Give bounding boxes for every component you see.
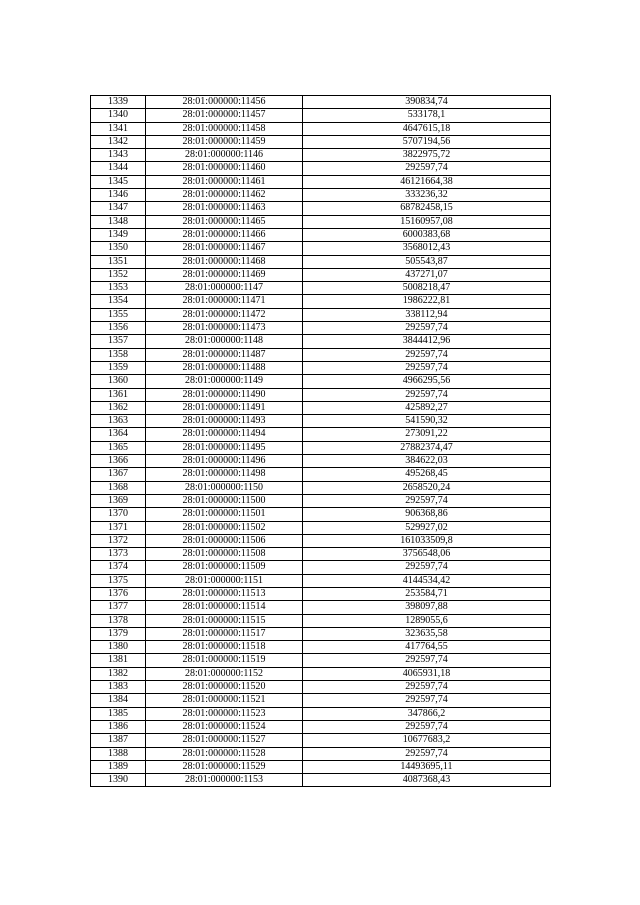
cadastral-number-cell: 28:01:000000:11458 [146,122,303,135]
value-cell: 338112,94 [303,308,551,321]
cadastral-number-cell: 28:01:000000:11462 [146,189,303,202]
value-cell: 292597,74 [303,747,551,760]
cadastral-value-table [90,95,551,787]
row-number-cell: 1342 [91,135,146,148]
row-number-cell: 1339 [91,96,146,109]
row-number-cell: 1355 [91,308,146,321]
table-row [91,760,551,773]
value-cell: 505543,87 [303,255,551,268]
row-number-cell: 1364 [91,428,146,441]
value-cell: 390834,74 [303,96,551,109]
cadastral-number-cell: 28:01:000000:1152 [146,667,303,680]
value-cell: 1289055,6 [303,614,551,627]
cadastral-number-cell: 28:01:000000:11468 [146,255,303,268]
row-number-cell: 1386 [91,720,146,733]
value-cell: 14493695,11 [303,760,551,773]
table-row [91,149,551,162]
cadastral-number-cell: 28:01:000000:11509 [146,561,303,574]
value-cell: 541590,32 [303,415,551,428]
cadastral-number-cell: 28:01:000000:11508 [146,548,303,561]
row-number-cell: 1378 [91,614,146,627]
row-number-cell: 1345 [91,175,146,188]
table-row [91,734,551,747]
value-cell: 906368,86 [303,508,551,521]
value-cell: 425892,27 [303,401,551,414]
row-number-cell: 1346 [91,189,146,202]
row-number-cell: 1377 [91,601,146,614]
row-number-cell: 1343 [91,149,146,162]
cadastral-number-cell: 28:01:000000:11519 [146,654,303,667]
value-cell: 292597,74 [303,162,551,175]
table-row [91,162,551,175]
value-cell: 323635,58 [303,627,551,640]
value-cell: 292597,74 [303,494,551,507]
table-row [91,694,551,707]
row-number-cell: 1382 [91,667,146,680]
table-row [91,122,551,135]
row-number-cell: 1353 [91,282,146,295]
value-cell: 437271,07 [303,268,551,281]
cadastral-number-cell: 28:01:000000:11500 [146,494,303,507]
row-number-cell: 1369 [91,494,146,507]
table-row [91,548,551,561]
table-row [91,720,551,733]
cadastral-number-cell: 28:01:000000:11469 [146,268,303,281]
row-number-cell: 1354 [91,295,146,308]
value-cell: 347866,2 [303,707,551,720]
table-row [91,401,551,414]
cadastral-number-cell: 28:01:000000:1146 [146,149,303,162]
value-cell: 4966295,56 [303,375,551,388]
cadastral-number-cell: 28:01:000000:11520 [146,681,303,694]
cadastral-number-cell: 28:01:000000:11521 [146,694,303,707]
cadastral-number-cell: 28:01:000000:1148 [146,335,303,348]
value-cell: 292597,74 [303,388,551,401]
cadastral-number-cell: 28:01:000000:11493 [146,415,303,428]
table-row [91,747,551,760]
table-body [91,96,551,787]
value-cell: 5008218,47 [303,282,551,295]
cadastral-number-cell: 28:01:000000:11488 [146,361,303,374]
row-number-cell: 1371 [91,521,146,534]
table-row [91,215,551,228]
row-number-cell: 1363 [91,415,146,428]
row-number-cell: 1367 [91,468,146,481]
row-number-cell: 1362 [91,401,146,414]
cadastral-number-cell: 28:01:000000:11524 [146,720,303,733]
cadastral-number-cell: 28:01:000000:11498 [146,468,303,481]
table-row [91,494,551,507]
table-row [91,681,551,694]
cadastral-number-cell: 28:01:000000:1151 [146,574,303,587]
cadastral-number-cell: 28:01:000000:11506 [146,534,303,547]
row-number-cell: 1379 [91,627,146,640]
value-cell: 333236,32 [303,189,551,202]
row-number-cell: 1351 [91,255,146,268]
value-cell: 3756548,06 [303,548,551,561]
value-cell: 529927,02 [303,521,551,534]
row-number-cell: 1350 [91,242,146,255]
table-row [91,601,551,614]
row-number-cell: 1389 [91,760,146,773]
cadastral-number-cell: 28:01:000000:11491 [146,401,303,414]
table-row [91,255,551,268]
value-cell: 292597,74 [303,720,551,733]
value-cell: 292597,74 [303,681,551,694]
cadastral-number-cell: 28:01:000000:11471 [146,295,303,308]
row-number-cell: 1359 [91,361,146,374]
row-number-cell: 1344 [91,162,146,175]
table-row [91,667,551,680]
row-number-cell: 1370 [91,508,146,521]
table-row [91,295,551,308]
cadastral-number-cell: 28:01:000000:11490 [146,388,303,401]
value-cell: 3844412,96 [303,335,551,348]
value-cell: 292597,74 [303,361,551,374]
table-row [91,361,551,374]
cadastral-number-cell: 28:01:000000:11502 [146,521,303,534]
value-cell: 417764,55 [303,641,551,654]
cadastral-number-cell: 28:01:000000:11472 [146,308,303,321]
table-row [91,175,551,188]
table-row [91,282,551,295]
value-cell: 273091,22 [303,428,551,441]
value-cell: 253584,71 [303,587,551,600]
table-row [91,627,551,640]
value-cell: 533178,1 [303,109,551,122]
row-number-cell: 1348 [91,215,146,228]
row-number-cell: 1383 [91,681,146,694]
table-row [91,242,551,255]
value-cell: 3822975,72 [303,149,551,162]
value-cell: 292597,74 [303,694,551,707]
value-cell: 27882374,47 [303,441,551,454]
table-row [91,508,551,521]
table-row [91,375,551,388]
value-cell: 292597,74 [303,322,551,335]
cadastral-number-cell: 28:01:000000:11496 [146,455,303,468]
table-row [91,96,551,109]
table-row [91,322,551,335]
cadastral-number-cell: 28:01:000000:11463 [146,202,303,215]
cadastral-number-cell: 28:01:000000:11528 [146,747,303,760]
value-cell: 292597,74 [303,654,551,667]
table-row [91,707,551,720]
table-row [91,308,551,321]
cadastral-number-cell: 28:01:000000:1149 [146,375,303,388]
value-cell: 4647615,18 [303,122,551,135]
value-cell: 5707194,56 [303,135,551,148]
table-row [91,109,551,122]
table-row [91,348,551,361]
cadastral-number-cell: 28:01:000000:11461 [146,175,303,188]
cadastral-number-cell: 28:01:000000:11513 [146,587,303,600]
cadastral-number-cell: 28:01:000000:11459 [146,135,303,148]
table-row [91,388,551,401]
value-cell: 398097,88 [303,601,551,614]
table-row [91,534,551,547]
value-cell: 68782458,15 [303,202,551,215]
cadastral-number-cell: 28:01:000000:11487 [146,348,303,361]
table-row [91,189,551,202]
table-row [91,614,551,627]
row-number-cell: 1375 [91,574,146,587]
cadastral-number-cell: 28:01:000000:11517 [146,627,303,640]
row-number-cell: 1372 [91,534,146,547]
cadastral-number-cell: 28:01:000000:11515 [146,614,303,627]
cadastral-number-cell: 28:01:000000:11523 [146,707,303,720]
value-cell: 292597,74 [303,348,551,361]
cadastral-number-cell: 28:01:000000:11514 [146,601,303,614]
row-number-cell: 1349 [91,228,146,241]
value-cell: 292597,74 [303,561,551,574]
cadastral-number-cell: 28:01:000000:11457 [146,109,303,122]
cadastral-number-cell: 28:01:000000:11501 [146,508,303,521]
value-cell: 1986222,81 [303,295,551,308]
table-row [91,481,551,494]
table-row [91,135,551,148]
row-number-cell: 1387 [91,734,146,747]
value-cell: 4065931,18 [303,667,551,680]
value-cell: 6000383,68 [303,228,551,241]
table-row [91,574,551,587]
cadastral-number-cell: 28:01:000000:11518 [146,641,303,654]
cadastral-number-cell: 28:01:000000:11473 [146,322,303,335]
cadastral-number-cell: 28:01:000000:11494 [146,428,303,441]
cadastral-number-cell: 28:01:000000:11460 [146,162,303,175]
cadastral-number-cell: 28:01:000000:11495 [146,441,303,454]
row-number-cell: 1365 [91,441,146,454]
table-row [91,587,551,600]
cadastral-number-cell: 28:01:000000:11527 [146,734,303,747]
table-row [91,335,551,348]
table-row [91,441,551,454]
row-number-cell: 1356 [91,322,146,335]
row-number-cell: 1385 [91,707,146,720]
row-number-cell: 1347 [91,202,146,215]
row-number-cell: 1381 [91,654,146,667]
cadastral-number-cell: 28:01:000000:1147 [146,282,303,295]
row-number-cell: 1352 [91,268,146,281]
row-number-cell: 1388 [91,747,146,760]
value-cell: 4087368,43 [303,774,551,787]
row-number-cell: 1357 [91,335,146,348]
table-row [91,521,551,534]
value-cell: 10677683,2 [303,734,551,747]
cadastral-number-cell: 28:01:000000:11529 [146,760,303,773]
row-number-cell: 1341 [91,122,146,135]
value-cell: 4144534,42 [303,574,551,587]
cadastral-number-cell: 28:01:000000:11466 [146,228,303,241]
row-number-cell: 1358 [91,348,146,361]
row-number-cell: 1366 [91,455,146,468]
cadastral-number-cell: 28:01:000000:1153 [146,774,303,787]
table-row [91,468,551,481]
cadastral-number-cell: 28:01:000000:11456 [146,96,303,109]
row-number-cell: 1380 [91,641,146,654]
row-number-cell: 1361 [91,388,146,401]
table-row [91,641,551,654]
cadastral-number-cell: 28:01:000000:1150 [146,481,303,494]
row-number-cell: 1340 [91,109,146,122]
row-number-cell: 1360 [91,375,146,388]
cadastral-number-cell: 28:01:000000:11467 [146,242,303,255]
value-cell: 161033509,8 [303,534,551,547]
table-row [91,202,551,215]
table-row [91,428,551,441]
row-number-cell: 1390 [91,774,146,787]
table-row [91,774,551,787]
row-number-cell: 1376 [91,587,146,600]
value-cell: 3568012,43 [303,242,551,255]
row-number-cell: 1373 [91,548,146,561]
value-cell: 2658520,24 [303,481,551,494]
row-number-cell: 1384 [91,694,146,707]
cadastral-number-cell: 28:01:000000:11465 [146,215,303,228]
table-row [91,455,551,468]
row-number-cell: 1368 [91,481,146,494]
value-cell: 384622,03 [303,455,551,468]
row-number-cell: 1374 [91,561,146,574]
value-cell: 46121664,38 [303,175,551,188]
value-cell: 15160957,08 [303,215,551,228]
table-row [91,654,551,667]
table-row [91,415,551,428]
table-row [91,228,551,241]
table-row [91,561,551,574]
table-row [91,268,551,281]
value-cell: 495268,45 [303,468,551,481]
